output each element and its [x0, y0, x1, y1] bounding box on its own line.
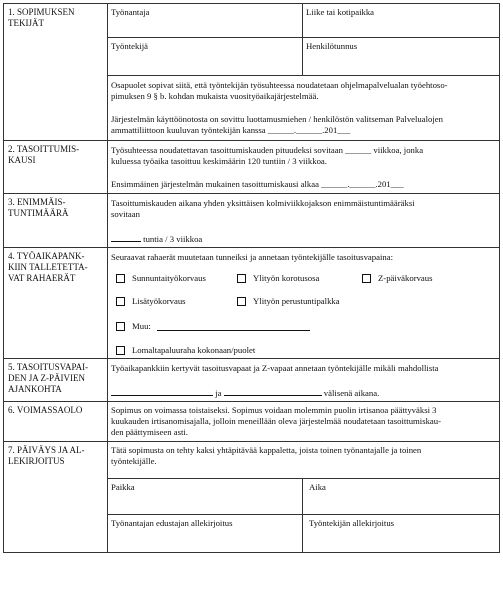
label-column-divider [107, 4, 108, 552]
personal-id-field-label[interactable]: Henkilötunnus [306, 41, 358, 51]
timing-end-blank[interactable] [224, 386, 322, 396]
other-input[interactable] [157, 321, 310, 331]
divider-s4-s5 [4, 358, 499, 359]
business-location-field-label[interactable]: Liike tai kotipaikka [306, 7, 375, 17]
section-2-label: 2. TASOITTUMIS- KAUSI [8, 144, 80, 165]
period-line-1[interactable]: Työsuhteessa noudatettavan tasoittumiskauden pituudeksi sovitaan ______ viikkoa, jonka [111, 145, 424, 155]
maxhours-line-3[interactable] [111, 232, 497, 245]
section-3-label: 3. ENIMMÄIS- TUNTIMÄÄRÄ [8, 197, 69, 218]
employee-field-label[interactable]: Työntekijä [111, 41, 149, 51]
option-z-day-compensation: Z-päiväkorvaus [378, 273, 433, 283]
timing-start-blank[interactable] [111, 386, 213, 396]
divider-s7-row1 [107, 478, 499, 479]
option-overtime-base-pay: Ylityön perustuntipalkka [253, 296, 340, 306]
place-field-label[interactable]: Paikka [111, 482, 135, 492]
employer-field-label[interactable]: Työnantaja [111, 7, 150, 17]
employer-signature-label[interactable]: Työnantajan edustajan allekirjoitus [111, 518, 233, 528]
period-line-3[interactable]: Ensimmäinen järjestelmän mukainen tasoittumiskausi alkaa ______.______.201___ [111, 179, 404, 189]
section-4-label: 4. TYÖAIKAPANK- KIIN TALLETETTA- VAT RAHAERÄT [8, 251, 88, 283]
checkbox-additional-work[interactable] [116, 297, 125, 306]
section-1-label: 1. SOPIMUKSEN TEKIJÄT [8, 7, 75, 28]
checkbox-sunday-compensation[interactable] [116, 274, 125, 283]
divider-s1-row1 [107, 37, 499, 38]
employee-signature-label[interactable]: Työntekijän allekirjoitus [309, 518, 395, 528]
option-other: Muu: [132, 321, 151, 331]
maxhours-blank[interactable] [111, 232, 141, 242]
signature-intro: Tätä sopimusta on tehty kaksi yhtäpitävää kappaletta, joista toinen työnantajalle ja toinen työntekijälle. [111, 445, 422, 466]
implementation-line-2[interactable]: ammattiliittoon kuuluvan työntekijän kanssa ______.______.201___ [111, 125, 351, 135]
divider-s3-s4 [4, 247, 499, 248]
agreement-form [3, 3, 500, 553]
maxhours-line-2: sovitaan [111, 209, 140, 219]
divider-s7-row2 [107, 514, 499, 515]
checkbox-holiday-return-bonus[interactable] [116, 346, 125, 355]
timing-line-2[interactable] [111, 386, 497, 399]
timing-end-text: välisenä aikana. [323, 388, 380, 398]
checkbox-z-day-compensation[interactable] [362, 274, 371, 283]
checkbox-overtime-base-pay[interactable] [237, 297, 246, 306]
timing-line-1: Työaikapankkiin kertyvät tasoitusvapaat ja Z-vapaat annetaan työntekijälle mikäli mahdollista [111, 363, 439, 373]
divider-s6-s7 [4, 441, 499, 442]
implementation-line-1: Järjestelmän käyttöönotosta on sovittu luottamusmiehen / henkilöstön valitseman Palvelualojen [111, 114, 443, 124]
option-additional-work: Lisätyökorvaus [132, 296, 186, 306]
checkbox-overtime-increment[interactable] [237, 274, 246, 283]
checkbox-other[interactable] [116, 322, 125, 331]
maxhours-line-1: Tasoittumiskauden aikana yhden yksittäisen kolmiviikkojakson enimmäistuntimääräksi [111, 198, 415, 208]
timing-and: ja [215, 388, 222, 398]
option-sunday-compensation: Sunnuntaityökorvaus [132, 273, 206, 283]
divider-s1-s2 [4, 140, 499, 141]
divider-s1-row2 [107, 75, 499, 76]
divider-s7-col [302, 478, 303, 552]
divider-s2-s3 [4, 193, 499, 194]
section-7-label: 7. PÄIVÄYS JA AL- LEKIRJOITUS [8, 445, 85, 466]
option-overtime-increment: Ylityön korotusosa [253, 273, 320, 283]
divider-s5-s6 [4, 401, 499, 402]
section-6-label: 6. VOIMASSAOLO [8, 405, 83, 415]
section-5-label: 5. TASOITUSVAPAI- DEN JA Z-PÄIVIEN AJANKOHTA [8, 362, 89, 394]
maxhours-unit: tuntia / 3 viikkoa [143, 234, 203, 244]
validity-text: Sopimus on voimassa toistaiseksi. Sopimus voidaan molemmin puolin irtisanoa päättyväksi 3 kuukauden irtisanomisajalla, jolloin meneillään oleva järjestelmää noudatetaan tasoittumiskau- den päättymiseen asti. [111, 405, 442, 437]
option-holiday-return-bonus: Lomaltapaluuraha kokonaan/puolet [132, 345, 256, 355]
date-field-label[interactable]: Aika [309, 482, 326, 492]
divider-s1-col [302, 4, 303, 75]
agreement-paragraph: Osapuolet sopivat siitä, että työntekijän työsuhteessa noudatetaan ohjelmapalvelualan työehtoso- pimuksen 9 § b. kohdan mukaista vuosityöaikajärjestelmää. [111, 80, 448, 101]
bank-intro: Seuraavat rahaerät muutetaan tunneiksi ja annetaan työntekijälle tasoitusvapaina: [111, 252, 393, 262]
period-line-2: kuluessa työaika tasoittuu keskimäärin 120 tuntiin / 3 viikkoa. [111, 156, 327, 166]
